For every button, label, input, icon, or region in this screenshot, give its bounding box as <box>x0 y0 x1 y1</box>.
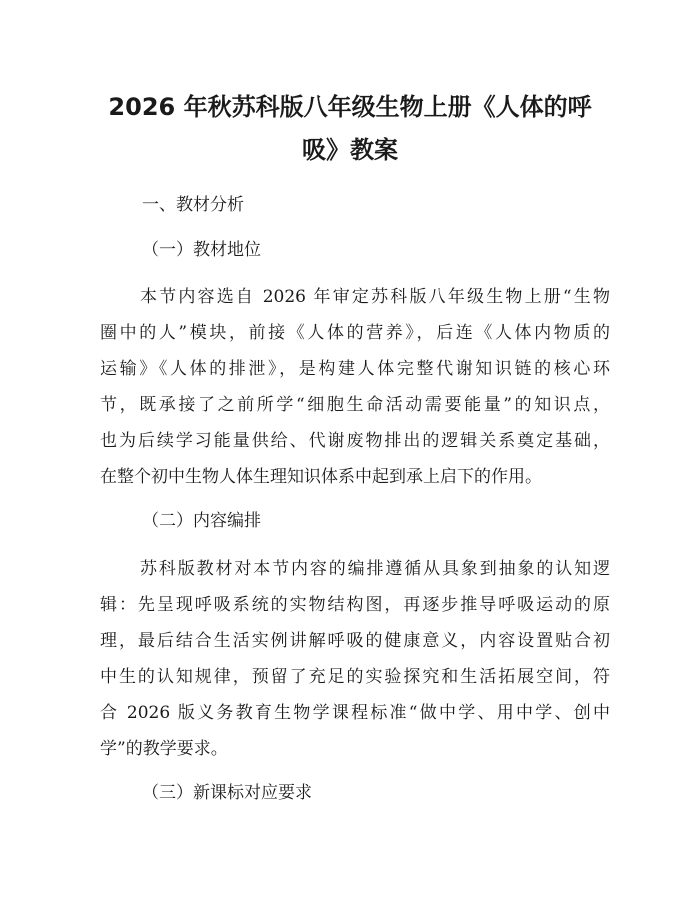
paragraph-line: 中生的认知规律，预留了充足的实验探究和生活拓展空间，符 <box>100 667 610 687</box>
document-title-line-2: 吸》教案 <box>302 136 398 164</box>
subheading-curriculum-requirements: （三）新课标对应要求 <box>142 783 312 803</box>
paragraph-line: 圈中的人”模块，前接《人体的营养》，后连《人体内物质的 <box>100 323 610 343</box>
paragraph-line: 合 2026 版义务教育生物学课程标准“做中学、用中学、创中 <box>100 703 610 723</box>
paragraph-line: 辑：先呈现呼吸系统的实物结构图，再逐步推导呼吸运动的原 <box>100 595 610 615</box>
paragraph-content-arrangement <box>100 551 610 767</box>
paragraph-line: 理，最后结合生活实例讲解呼吸的健康意义，内容设置贴合初 <box>100 631 610 651</box>
document-title-line-1: 2026 年秋苏科版八年级生物上册《人体的呼 <box>108 93 592 121</box>
paragraph-line: 运输》《人体的排泄》，是构建人体完整代谢知识链的核心环 <box>100 359 610 379</box>
subheading-textbook-position: （一）教材地位 <box>142 240 261 260</box>
paragraph-line: 学”的教学要求。 <box>100 739 228 759</box>
paragraph-line: 在整个初中生物人体生理知识体系中起到承上启下的作用。 <box>100 467 542 487</box>
paragraph-line: 节，既承接了之前所学“细胞生命活动需要能量”的知识点， <box>100 395 610 415</box>
section-heading-textbook-analysis: 一、教材分析 <box>142 195 244 215</box>
subheading-content-arrangement: （二）内容编排 <box>142 511 261 531</box>
paragraph-line: 苏科版教材对本节内容的编排遵循从具象到抽象的认知逻 <box>140 559 610 579</box>
paragraph-line: 也为后续学习能量供给、代谢废物排出的逻辑关系奠定基础， <box>100 431 610 451</box>
paragraph-line: 本节内容选自 2026 年审定苏科版八年级生物上册“生物 <box>140 287 610 307</box>
paragraph-textbook-position <box>100 279 610 495</box>
